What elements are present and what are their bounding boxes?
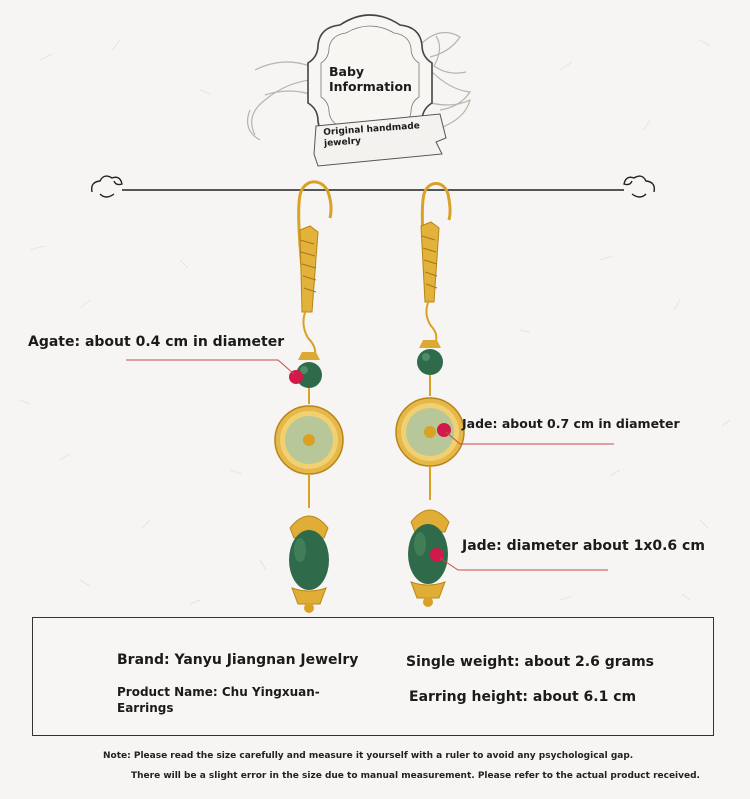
left-earring [275, 182, 343, 613]
jade-bead-leader-line [440, 558, 608, 570]
earring-height-label: Earring height: about 6.1 cm [409, 689, 637, 705]
size-note-line-2: There will be a slight error in the size due to manual measurement. Please refer to the actual product received. [131, 771, 700, 781]
cloud-divider [92, 176, 655, 197]
agate-size-label: Agate: about 0.4 cm in diameter [28, 334, 285, 350]
jade-bead-size-label: Jade: diameter about 1x0.6 cm [462, 538, 705, 554]
single-weight-label: Single weight: about 2.6 grams [406, 654, 655, 670]
product-name-label: Product Name: Chu Yingxuan-Earrings [117, 685, 320, 715]
product-info-box [32, 617, 714, 736]
right-earring [396, 184, 464, 608]
brand-label: Brand: Yanyu Jiangnan Jewelry [117, 652, 359, 668]
size-note-line-1: Note: Please read the size carefully and measure it yourself with a ruler to avoid any psychological gap. [103, 751, 634, 761]
agate-leader-line [126, 360, 294, 374]
badge-subtitle: Original handmade jewelry [323, 121, 421, 149]
badge-title: Baby Information [329, 64, 412, 94]
jade-ring-leader-line [446, 432, 614, 444]
jade-ring-size-label: Jade: about 0.7 cm in diameter [462, 416, 680, 431]
